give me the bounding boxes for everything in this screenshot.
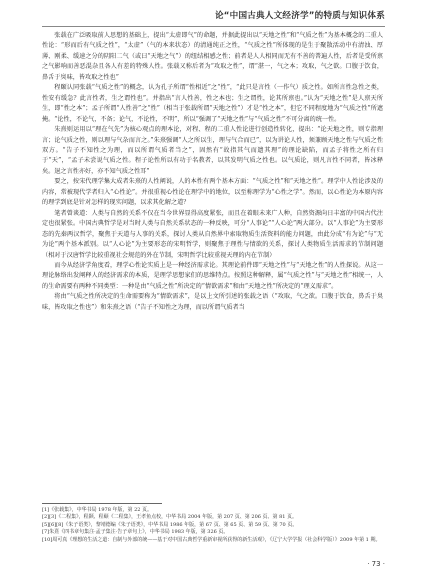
paragraph: 要之，按宋代理学集大成者朱熹的人性阐说，人的本性有两个基本方面：“气质之性”和“天地之性”。理学中人性论涉及的内容，常被现代学者归入“心性论”。并很重视心性论在理学中的地位，以至称理学为“心性之学”。然而，以心性论为本原内容的理学到底是针对怎样的现实问题，以求其化解之道？ bbox=[42, 178, 383, 207]
paragraph: 笔者曾谈道：人类与自然的关系不仅在当今世界显得高度紧张，而且在着眼未来广人种，自然资源向日丰富的中国古代注定也很紧张。中国古典哲学是对当时人类与自然关系状态的一种反映，可分“人事论”“人心论”两大部分。以“人事论”为主要形态的先秦两汉哲学，聚焦于天道与人事的关系，探讨人类从自然界中索取物质生活资料的能力问题，由此分成“有为论”与“无为论”两个基本派别。以“人心论”为主要形态的宋明哲学，则聚焦于理性与情欲的关系，探讨人类物质生活需求的节制问题（相对于汉唐哲学比较重视社会规范的外在节制，宋明哲学比较重视天理的内在节制） bbox=[42, 209, 383, 259]
article-body bbox=[42, 31, 383, 313]
paragraph: 张载在广泛吸取前人思想的基础上，提出“太虚即气”的命题，并据此提出以“天地之性”和“气质之性”为基本概念的二重人性论：“形而后有气质之性”，“太虚”（气的本来状态）的清通纯正之性，“气质之性”所体现的是生于聚散活动中有清浊、厚薄、刚柔、缓速之分的阴阳二气（或曰“天地之气”）的纽结相感之性；前者是人人相同而无有不善的普遍人性，后者是受所禀之气影响而善恶混杂且各人有差的特殊人性。张载又称后者为“攻取之性”，谓“湛一，气之本；攻取，气之欲。口腹于饮食，鼻舌于臭味，皆攻取之性也” bbox=[42, 32, 383, 81]
footnote: [10]周可真《理想的生活之道：自制与外部的统——基于对中国古典哲学重新审视所获得的新生活观》，《辽宁大学学报（社会科学版）》2009 年第 1 期。 bbox=[42, 536, 381, 543]
footnote: [2][3]《二程集》，程颢、程颐《二程集》，王孝鱼点校，中华书局 2004 年版，第 207 页、第 206 页、第 81 页。 bbox=[42, 514, 298, 521]
paragraph: 而今从经济学角度看，理学心性论实质上是一种经济需求论。其理论前件即“天地之性”与“天地之性”的人性探说。从这一理论脉络出发阐释人的经济需求的本质，是理学思想家们的思维特点。按照这种解释，属“气质之性”与“天地之性”相统一，人的生命需要有两种不同类型：一种是由“气质之性”所决定的“情欲需求”和由“天地之性”所决定的“理义需求”。 bbox=[42, 261, 383, 290]
paragraph: 程颐认同张载“气质之性”的概念，认为孔子所谓“性相近”之“性”，“此只是言性（一作气）质之性。如所言性急性之类，性安有缓急？此言性者，生之谓性也”。并指出“言人性善，性之本也；生之谓性，论其所禀也。”认为“天地之性”是人禀天所生，即“性之本”；孟子所谓“人性善”之“性”（相当于张载所谓“天地之性”）才是“性之本”，但它不同程度地为“气质之性”所遮掩。“论性，不论气，不备；论气，不论性，不明”，所以“强调了“天地之性”与“气质之性”不可分离的统一性。 bbox=[42, 84, 383, 123]
page-number: · 73 · bbox=[367, 560, 385, 568]
footnote-divider bbox=[42, 503, 162, 504]
paragraph: 朱熹则运用以“理在气先”为核心观点的理本论，对程、程的二重人性论进行创造性转化，提出：“论天地之性，则专指理言；论气质之性，则以理与气杂而言之。”朱熹强调“人之所以生，理与气合而已”，以为讲论人性，须兼顾天地之性与气质之性双方。“告子不知性之为理，而以所谓气质者当之”，固然有“故指其气而遗其理”的理论缺陷，而孟子将性之所有归于“天”，“孟子未尝说气质之性。程子论性所以有功于名教者，以其发明气质之性也。以气质论，则凡言性不同者，皆冰释矣。退之言性亦好，亦不知气质之性耳” bbox=[42, 126, 383, 175]
footnote: [1]《张载集》，中华书局 1978 年版，第 22 页。 bbox=[42, 507, 153, 513]
footnote: [5][6][8]《朱子语类》，黎靖德编《朱子语类》，中华书局 1986 年版，第 67 页、第 65 页、第 59 页、第 70 页。 bbox=[42, 521, 298, 528]
running-header bbox=[42, 6, 385, 27]
footnote: [7]朱熹《四书章句集注·孟子集注·告子章句上》，中华书局 1983 年版，第 326 页。 bbox=[42, 529, 229, 536]
footnotes bbox=[42, 507, 383, 544]
running-header-title: 论“中国古典人文经济学”的特质与知识体系 bbox=[215, 11, 385, 21]
paragraph: 将由“气质之性所决定的生命需要称为“情欲需求”，是以上文所引述的张载之语（“攻取，气之欲。口腹于饮食，鼻舌于臭味，皆攻取之性也”）和朱熹之语（“告子不知性之为理，而以所谓气质者当 bbox=[42, 293, 383, 311]
